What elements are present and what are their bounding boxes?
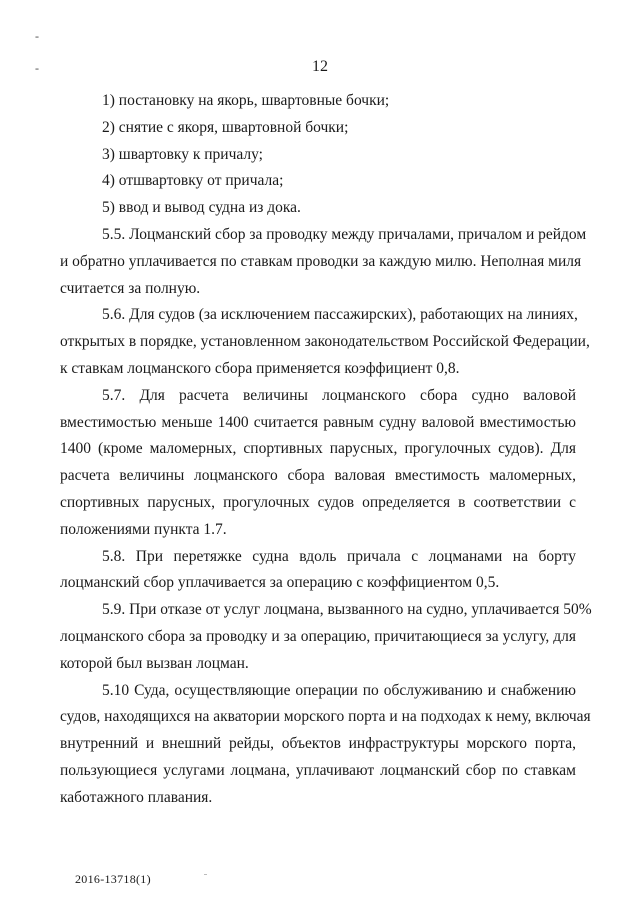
list-item: 5) ввод и вывод судна из дока.: [102, 199, 301, 217]
paragraph-line: 5.10 Суда, осуществляющие операции по обслуживанию и снабжению: [102, 681, 576, 699]
paragraph-line: лоцманского сбора за проводку и за операцию, причитающиеся за услугу, для: [60, 627, 576, 645]
paragraph-5-6: [60, 302, 590, 382]
paragraph-5-9: [60, 597, 592, 677]
paragraph-line: пользующиеся услугами лоцмана, уплачивают лоцманский сбор по ставкам: [60, 761, 576, 779]
paragraph-line: 5.5. Лоцманский сбор за проводку между причалами, причалом и рейдом: [102, 225, 587, 243]
paragraph-line: положениями пункта 1.7.: [60, 520, 227, 538]
paragraph-line: внутренний и внешний рейды, объектов инфраструктуры морского порта,: [60, 735, 576, 753]
paragraph-line: 5.8. При перетяжке судна вдоль причала с лоцманами на борту: [102, 547, 576, 565]
paragraph-5-5: [60, 222, 587, 302]
paragraph-line: открытых в порядке, установленном законодательством Российской Федерации,: [60, 333, 590, 351]
paragraph-line: которой был вызван лоцман.: [60, 654, 249, 672]
paragraph-line: 5.7. Для расчета величины лоцманского сбора судно валовой: [102, 386, 576, 404]
paragraph-line: вместимостью меньше 1400 считается равным судну валовой вместимостью: [60, 413, 576, 431]
paragraph-line: расчета величины лоцманского сбора валовая вместимость маломерных,: [60, 467, 576, 485]
paragraph-line: к ставкам лоцманского сбора применяется коэффициент 0,8.: [60, 359, 460, 377]
paragraph-line: судов, находящихся на акватории морского порта и на подходах к нему, включая: [60, 708, 591, 726]
paragraph-line: и обратно уплачивается по ставкам проводки за каждую милю. Неполная миля: [60, 252, 582, 270]
page-number: 12: [312, 58, 328, 75]
list-item: 2) снятие с якоря, швартовной бочки;: [102, 118, 349, 136]
list-item: 1) постановку на якорь, швартовные бочки;: [102, 92, 390, 109]
paragraph-line: каботажного плавания.: [60, 788, 213, 806]
scan-speck: [204, 874, 207, 875]
paragraph-line: 5.9. При отказе от услуг лоцмана, вызванного на судно, уплачивается 50%: [102, 601, 592, 619]
document-code: 2016-13718(1): [75, 872, 151, 886]
scan-mark-bottom: -: [35, 61, 39, 75]
paragraph-line: спортивных парусных, прогулочных судов определяется в соответствии с: [60, 493, 576, 511]
paragraph-5-7: [60, 383, 576, 544]
scan-mark-top: -: [35, 29, 39, 43]
paragraph-line: лоцманский сбор уплачивается за операцию с коэффициентом 0,5.: [60, 574, 500, 592]
paragraph-5-8: [60, 544, 576, 598]
paragraph-5-10: [60, 678, 591, 812]
list-item: 4) отшвартовку от причала;: [102, 172, 284, 190]
paragraph-line: 1400 (кроме маломерных, спортивных парусных, прогулочных судов). Для: [60, 440, 576, 458]
list-item: 3) швартовку к причалу;: [102, 145, 263, 163]
paragraph-line: 5.6. Для судов (за исключением пассажирских), работающих на линиях,: [102, 306, 578, 324]
document-body: [60, 88, 592, 812]
paragraph-line: считается за полную.: [60, 279, 201, 297]
